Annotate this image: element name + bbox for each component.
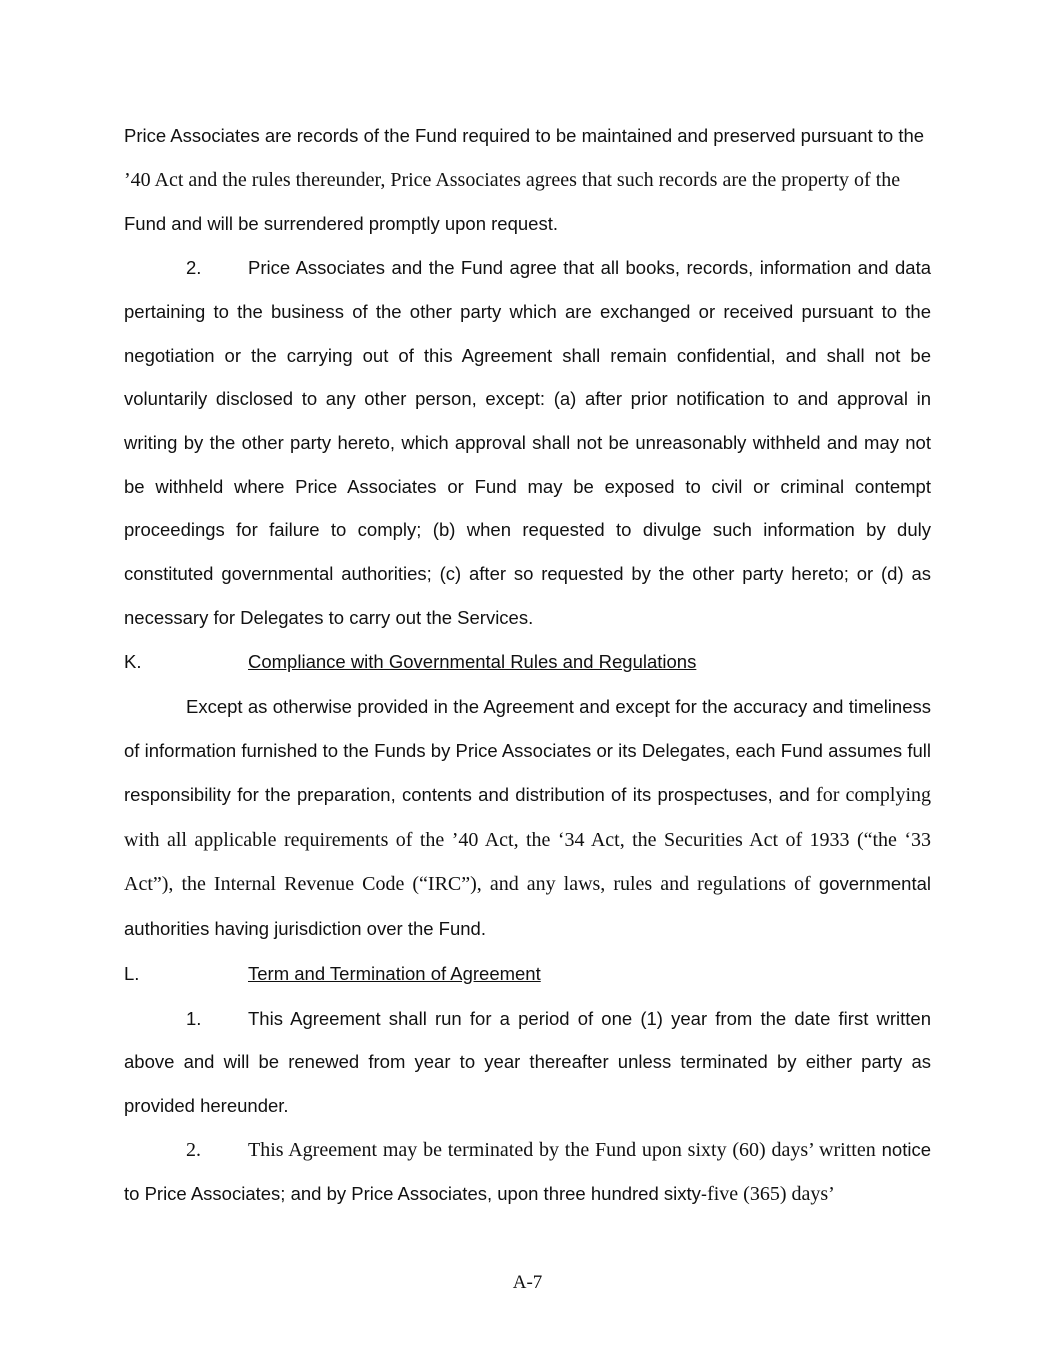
paragraph-number: 2. [186,257,202,279]
page-number: A-7 [512,1272,543,1293]
continuation-line-2: ’40 Act and the rules thereunder, Price Associates agrees that such records are the property of the [124,168,901,191]
termination-line-2a: notice to Price Associates; and by Price Associates, upon three hundred sixty- [124,1138,932,1205]
section-k-heading [124,640,931,683]
termination-paragraph [124,1128,931,1217]
continuation-line-3: Fund and will be surrendered promptly upon request. [124,213,558,235]
continuation-line-1: Price Associates are records of the Fund required to be maintained and preserved pursuant to the [124,125,925,146]
section-l-heading [124,952,931,995]
section-letter: L. [124,962,140,984]
paragraph-number: 1. [186,1007,202,1029]
termination-line-2b: five (365) days’ [707,1183,835,1206]
compliance-text-part-2: for complying with all applicable requirements of the ’40 Act, the ‘34 Act, the Securities Act of 1933 (“the ‘33 Act”), the Internal Revenue Code (“IRC”), and any laws, rules and regulations of [124,783,932,896]
section-title: Term and Termination of Agreement [248,962,541,984]
compliance-text-part-3: governmental authorities having jurisdiction over the Fund. [124,873,932,939]
continuation-paragraph [124,114,931,246]
confidentiality-paragraph [124,246,931,639]
termination-line-1: This Agreement may be terminated by the Fund upon sixty (60) days’ written [248,1138,876,1161]
term-paragraph [124,997,931,1128]
section-title: Compliance with Governmental Rules and Regulations [248,651,697,673]
paragraph-number: 2. [186,1138,201,1161]
compliance-paragraph [124,685,931,950]
document-body [124,114,931,1217]
paragraph-text: Price Associates and the Fund agree that all books, records, information and data pertaining to the business of the other party which are exchanged or received pursuant to the negotiation or the carrying out of this Agreement shall remain confidential, and shall not be voluntarily disclosed to any other person, except: (a) after prior notification to and approval in writing by the other party hereto, which approval shall not be unreasonably withheld and may not be withheld where Price Associates or Fund may be exposed to civil or criminal contempt proceedings for failure to comply; (b) when requested to divulge such information by duly constituted governmental authorities; (c) after so requested by the other party hereto; or (d) as necessary for Delegates to carry out the Services. [124,257,931,628]
section-letter: K. [124,651,142,673]
paragraph-text: This Agreement shall run for a period of one (1) year from the date first written above and will be renewed from year to year thereafter unless terminated by either party as provided hereunder. [124,1007,931,1117]
compliance-text-part-1: Except as otherwise provided in the Agreement and except for the accuracy and timeliness of information furnished to the Funds by Price Associates or its Delegates, each Fund assumes full responsibility for the preparation, contents and distribution of its prospectuses, and [124,696,931,805]
